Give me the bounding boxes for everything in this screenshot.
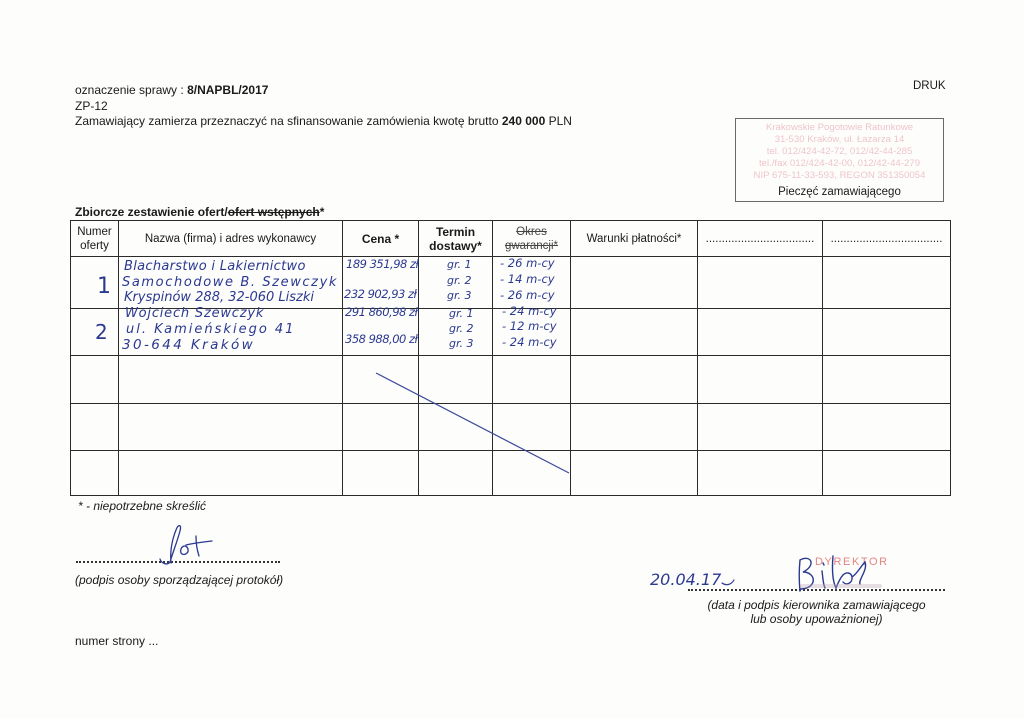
warranty-period: - 24 m-cy <box>502 335 557 349</box>
cell-payment <box>571 257 698 309</box>
cell-extra-1 <box>698 451 823 496</box>
cell-number <box>71 356 119 404</box>
cell-delivery <box>419 404 493 451</box>
preparer-signature-caption: (podpis osoby sporządzającej protokół) <box>75 573 284 587</box>
delivery-group: gr. 3 <box>447 289 472 302</box>
cell-delivery <box>419 451 493 496</box>
offer-number: 2 <box>95 320 108 344</box>
table-row <box>71 404 951 451</box>
cell-extra-1 <box>698 404 823 451</box>
cell-contractor <box>119 451 343 496</box>
header-price <box>343 221 419 257</box>
cell-warranty <box>493 404 571 451</box>
summary-title <box>75 205 324 219</box>
stamp-line: 31-530 Kraków, ul. Łazarza 14 <box>774 134 905 145</box>
warranty-period: - 26 m-cy <box>500 288 555 302</box>
header-payment <box>571 221 698 257</box>
header-text: Warunki płatności* <box>586 232 682 245</box>
summary-title-prefix: Zbiorcze zestawienie ofert/ <box>75 205 228 219</box>
delivery-group: gr. 3 <box>449 337 474 350</box>
cell-extra-1 <box>698 309 823 356</box>
director-signature-caption: (data i podpis kierownika zamawiającego <box>707 598 926 612</box>
header-text: Termin <box>435 224 476 239</box>
cell-warranty <box>493 356 571 404</box>
stamp-line: tel./fax 012/424-42-00, 012/42-44-279 <box>758 158 921 169</box>
date-flourish <box>722 580 734 585</box>
footnote: * - niepotrzebne skreślić <box>78 499 207 513</box>
stamp-line: Krakowskie Pogotowie Ratunkowe <box>765 122 914 133</box>
warranty-period: - 12 m-cy <box>502 319 557 333</box>
cell-payment <box>571 404 698 451</box>
header-text: Cena * <box>361 231 400 246</box>
contractor-address-line: Kryspinów 288, 32-060 Liszki <box>124 290 315 305</box>
cell-warranty <box>493 451 571 496</box>
delivery-group: gr. 1 <box>449 307 474 320</box>
director-name-stamp-smudge <box>800 584 882 588</box>
stamp-caption: Pieczęć zamawiającego <box>778 186 901 198</box>
purchaser-stamp <box>742 122 937 182</box>
header-contractor <box>119 221 343 257</box>
stamp-line: NIP 675-11-33-593, REGON 351350054 <box>753 170 926 181</box>
header-offer-number <box>71 221 119 257</box>
purchaser-stamp-box <box>735 118 944 202</box>
header-extra-1 <box>698 221 823 257</box>
cell-extra-2 <box>823 404 951 451</box>
director-signature-line <box>688 589 945 591</box>
cell-extra-2 <box>823 257 951 309</box>
cell-extra-1 <box>698 257 823 309</box>
print-label: DRUK <box>913 80 946 92</box>
stamp-line: tel. 012/424-42-72, 012/42-44-285 <box>766 146 913 157</box>
header-text: .................................. <box>705 232 815 245</box>
case-reference <box>75 83 268 97</box>
contractor-name-line: Wojciech Szewczyk <box>125 306 265 321</box>
delivery-group: gr. 2 <box>447 274 472 287</box>
budget-statement <box>75 114 572 128</box>
cell-extra-1 <box>698 356 823 404</box>
header-text: Nazwa (firma) i adres wykonawcy <box>144 232 317 245</box>
document-code: ZP-12 <box>75 99 108 113</box>
header-warranty <box>493 221 571 257</box>
header-delivery <box>419 221 493 257</box>
header-text: ................................... <box>830 232 943 245</box>
offer-number: 1 <box>97 274 111 299</box>
table-header-row <box>71 221 951 257</box>
cell-price <box>343 451 419 496</box>
warranty-period: - 14 m-cy <box>500 272 555 286</box>
delivery-group: gr. 2 <box>449 322 474 335</box>
contractor-address-line: ul. Kamieńskiego 41 <box>126 322 296 337</box>
header-extra-2 <box>823 221 951 257</box>
signature-preparer <box>160 526 212 564</box>
cell-delivery <box>419 356 493 404</box>
header-text: gwarancji* <box>504 239 559 252</box>
warranty-period: - 24 m-cy <box>502 304 557 318</box>
handwritten-date: 20.04.17 <box>650 570 722 589</box>
header-text: oferty <box>80 239 109 252</box>
cell-extra-2 <box>823 356 951 404</box>
summary-title-suffix: * <box>319 205 325 219</box>
case-label: oznaczenie sprawy : <box>75 83 188 97</box>
cell-number <box>71 451 119 496</box>
cell-number <box>71 257 119 309</box>
price-value: 358 988,00 zł <box>345 332 418 346</box>
cell-payment <box>571 309 698 356</box>
price-value: 232 902,93 zł <box>344 287 417 301</box>
contractor-name-line: Blacharstwo i Lakiernictwo <box>124 259 306 274</box>
cell-extra-2 <box>823 451 951 496</box>
warranty-period: - 26 m-cy <box>500 256 555 270</box>
director-signature-caption: lub osoby upoważnionej) <box>750 612 883 626</box>
header-text: dostawy* <box>429 238 482 253</box>
cell-price <box>343 356 419 404</box>
cell-payment <box>571 451 698 496</box>
page-number-label: numer strony ... <box>75 634 159 648</box>
budget-text: Zamawiający zamierza przeznaczyć na sfinansowanie zamówienia kwotę brutto <box>75 114 502 128</box>
cell-extra-2 <box>823 309 951 356</box>
summary-title-struck: ofert wstępnych <box>227 205 320 219</box>
table-row <box>71 451 951 496</box>
price-value: 291 860,98 zł <box>345 305 418 319</box>
director-stamp: DYREKTOR <box>815 556 889 568</box>
contractor-address-line: 30-644 Kraków <box>122 337 256 353</box>
cell-number <box>71 404 119 451</box>
table-row <box>71 356 951 404</box>
contractor-name-line: Samochodowe B. Szewczyk <box>122 275 339 290</box>
delivery-group: gr. 1 <box>447 258 472 271</box>
price-value: 189 351,98 zł <box>346 257 419 271</box>
cell-payment <box>571 356 698 404</box>
budget-amount: 240 000 <box>501 114 546 128</box>
header-text: Okres <box>516 225 547 238</box>
budget-currency: PLN <box>545 114 572 128</box>
preparer-signature-line <box>76 561 280 563</box>
cell-contractor <box>119 404 343 451</box>
case-number: 8/NAPBL/2017 <box>187 83 269 97</box>
cell-contractor <box>119 356 343 404</box>
cell-price <box>343 404 419 451</box>
header-text: Numer <box>77 225 112 238</box>
